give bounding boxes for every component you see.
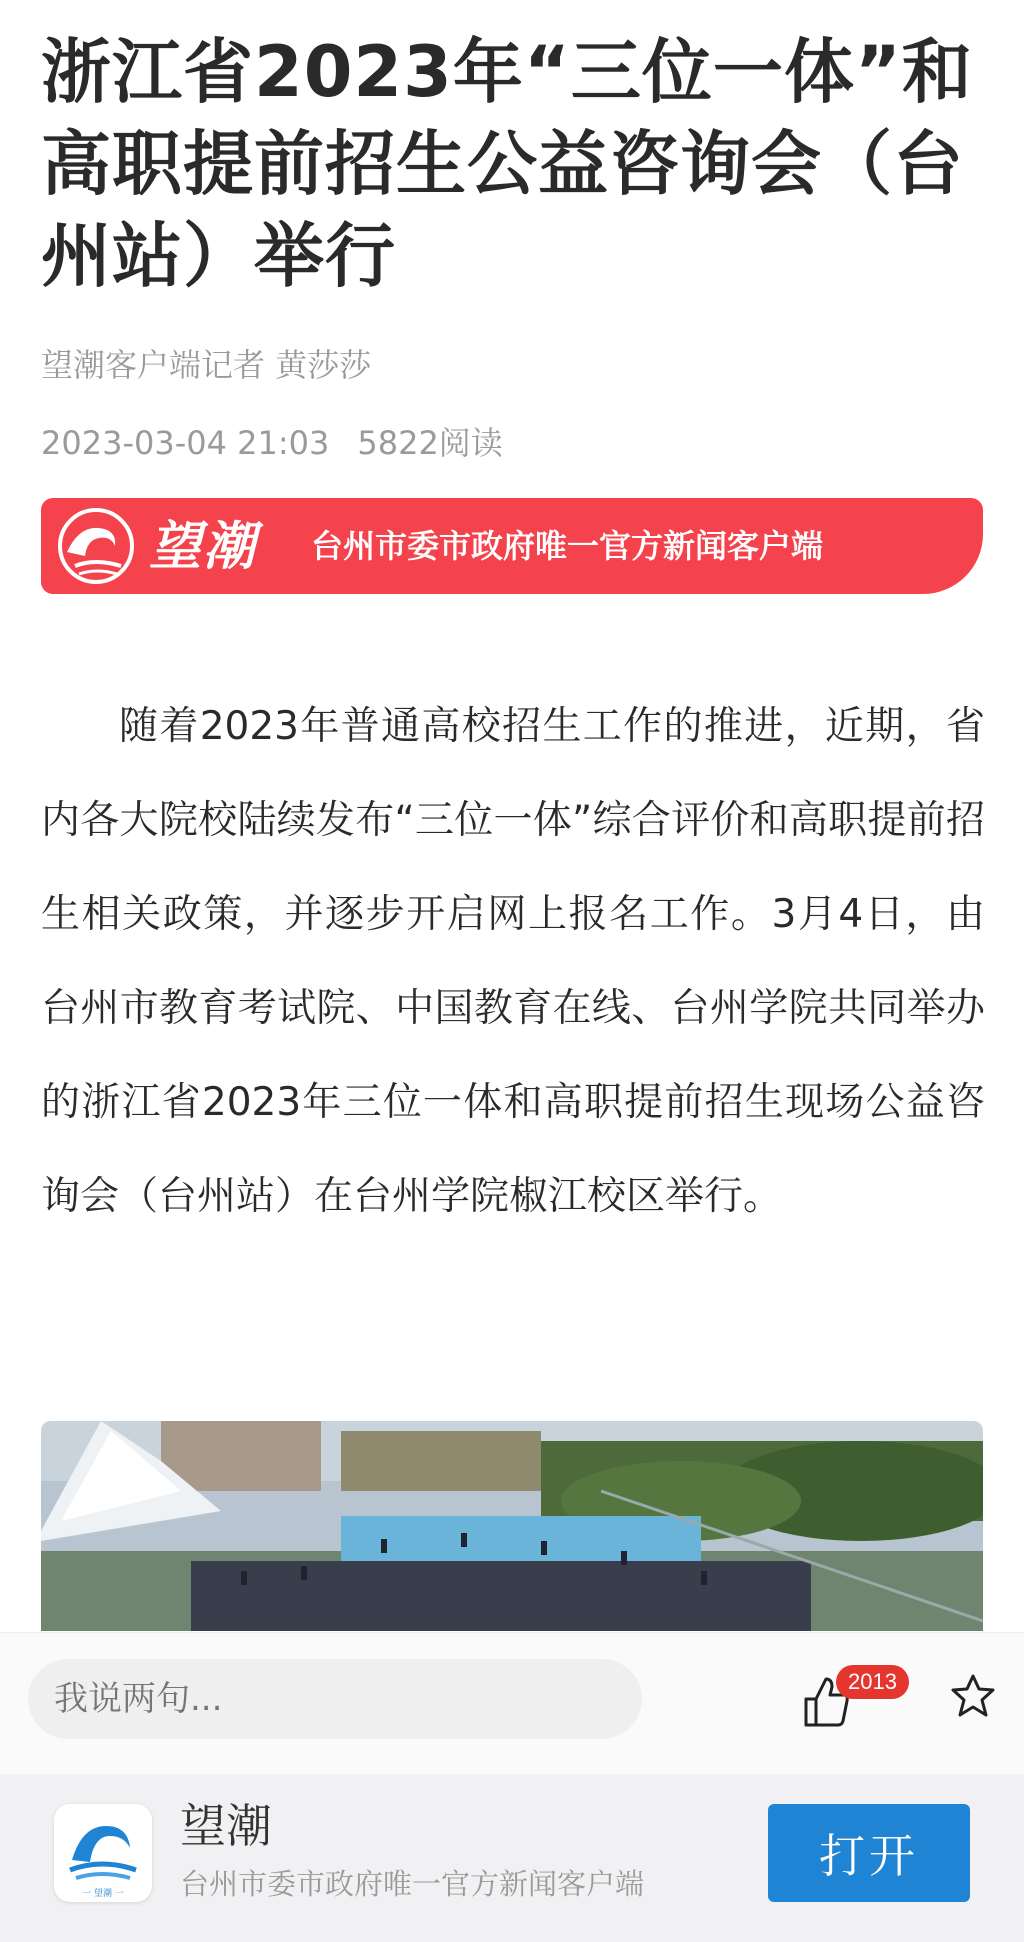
article-photo[interactable] bbox=[41, 1421, 983, 1631]
article-title: 浙江省2023年“三位一体”和高职提前招生公益咨询会（台州站）举行 bbox=[41, 31, 973, 297]
wave-logo-icon bbox=[54, 1804, 152, 1902]
banner-brand-name: 望潮 bbox=[149, 516, 258, 577]
read-count: 5822阅读 bbox=[357, 424, 503, 462]
app-name: 望潮 bbox=[180, 1799, 272, 1853]
app-icon-caption: 一 望潮 一 bbox=[82, 1889, 124, 1899]
banner-slogan: 台州市委市政府唯一官方新闻客户端 bbox=[311, 527, 824, 565]
comment-bar bbox=[0, 1632, 1024, 1775]
article-meta bbox=[41, 418, 503, 464]
like-count-badge: 2013 bbox=[836, 1665, 909, 1699]
open-app-button[interactable]: 打开 bbox=[768, 1804, 970, 1902]
article-body: 随着2023年普通高校招生工作的推进，近期，省内各大院校陆续发布“三位一体”综合评价和高职提前招生相关政策，并逐步开启网上报名工作。3月4日，由台州市教育考试院、中国教育在线、台州学院共同举办的浙江省2023年三位一体和高职提前招生现场公益咨询会（台州站）在台州学院椒江校区举行。 bbox=[41, 704, 985, 1219]
app-icon[interactable] bbox=[54, 1804, 152, 1902]
publish-date: 2023-03-04 21:03 bbox=[41, 424, 330, 462]
article-author: 望潮客户端记者 黄莎莎 bbox=[41, 346, 372, 384]
app-promo-banner[interactable] bbox=[41, 498, 983, 594]
comment-input[interactable] bbox=[28, 1659, 642, 1739]
wave-logo-icon bbox=[55, 506, 137, 586]
app-description: 台州市委市政府唯一官方新闻客户端 bbox=[180, 1867, 645, 1901]
star-icon[interactable] bbox=[950, 1673, 996, 1719]
app-download-bar bbox=[0, 1774, 1024, 1942]
